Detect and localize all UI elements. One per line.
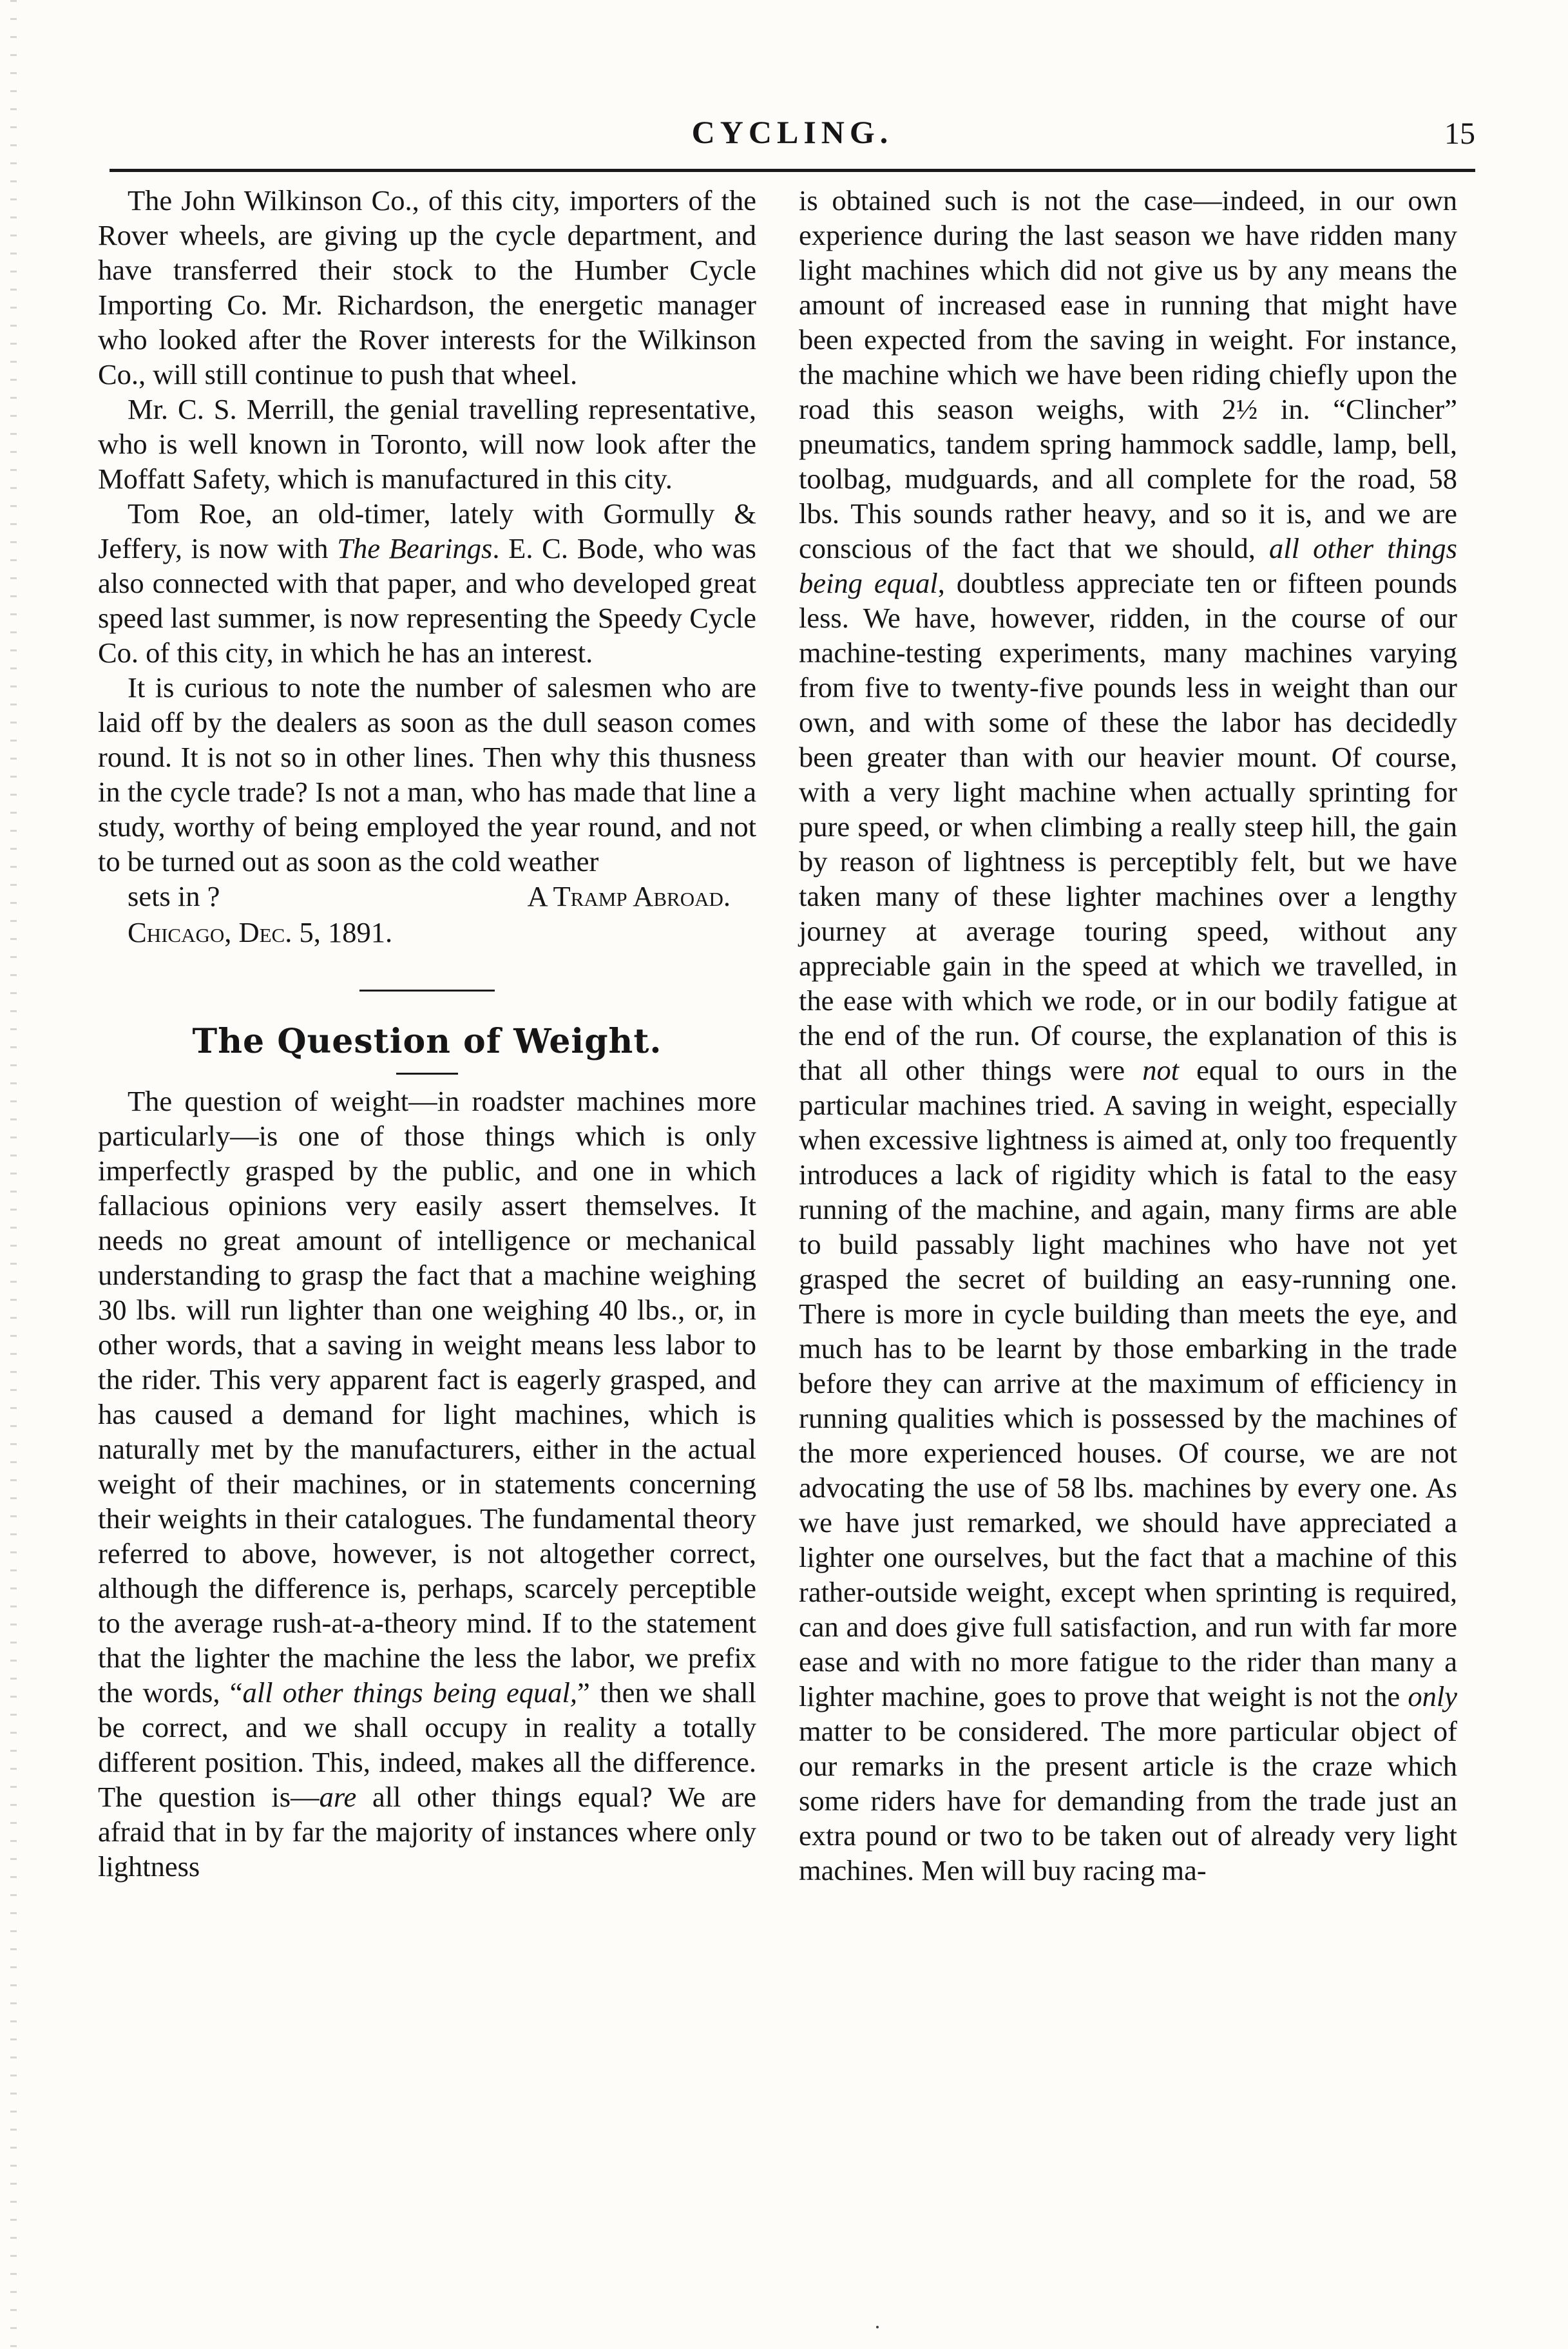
text-run: matter to be considered. The more particular object of our remarks in the present article is the craze which some riders have for demanding from the trade just an extra pound or two to be taken out of already very light machines. Men will buy racing ma- [799,1715,1457,1886]
signature: A Tramp Abroad. [527,880,731,912]
italic-phrase: all other things being equal, [242,1676,577,1709]
page-number: 15 [1444,117,1475,151]
title-underline [396,1073,458,1075]
scan-edge [10,0,17,2349]
paragraph-wilkinson: The John Wilkinson Co., of this city, importers of the Rover wheels, are giving up the cycle department, and have transferred their stock to the Humber Cycle Importing Co. Mr. Richardson, the energetic manager who looked after the Rover interests for the Wilkinson Co., will still continue to push that wheel. [98,184,756,390]
paragraph-merrill: Mr. C. S. Merrill, the genial travelling representative, who is well known in Toronto, will now look after the Moffatt Safety, which is manufactured in this city. [98,393,756,495]
dateline: Chicago, Dec. 5, 1891. [128,916,393,948]
text-run: The question of weight—in roadster machines more particularly—is one of those things which is only imperfectly grasped by the public, and one in which fallacious opinions very easily assert themselves. It needs no great amount of intelligence or mechanical understanding to grasp the fact that a machine weighing 30 lbs. will run lighter than one weighing 40 lbs., or, in other words, that a saving in weight means less labor to the rider. This very apparent fact is eagerly grasped, and has caused a demand for light machines, which is naturally met by the manufacturers, either in the actual weight of their machines, or in statements concerning their weights in their catalogues. The fundamental theory referred to above, however, is not altogether correct, although the difference is, perhaps, scarcely perceptible to the average rush-at-a-theory mind. If to the statement that the lighter the machine the less the labor, we prefix the words, “ [98,1085,756,1709]
right-column [799,183,1457,2322]
italic-title: The Bearings [337,532,493,564]
paragraph-roe [98,496,756,670]
section-divider [359,990,495,992]
italic-word: are [319,1781,357,1813]
italic-word: not [1142,1054,1180,1086]
text-run: . E. C. Bode, who was also connected with that paper, and who developed great speed last summer, is now representing the Speedy Cycle Co. of this city, in which he has an interest. [98,532,756,669]
paragraph-weight-continued [799,183,1457,1888]
text-run: Tom Roe, an old-timer, lately with Gormully & Jeffery, is now with [98,497,756,564]
page-header [110,113,1475,158]
text-run: equal to ours in the particular machines tried. A saving in weight, especially when excessive lightness is aimed at, only too frequently introduces a lack of rigidity which is fatal to the easy running of the machine, and again, many firms are able to build passably light machines who have not yet grasped the secret of building an easy-running one. There is more in cycle building than meets the eye, and much has to be learnt by those embarking in the trade before they can arrive at the maximum of efficiency in running qualities which is possessed by the machines of the more experienced houses. Of course, we are not advocating the use of 58 lbs. machines by every one. As we have just remarked, we should have appreciated a lighter one ourselves, but the fact that a machine of this rather-outside weight, except when sprinting is required, can and does give full satisfaction, and run with far more ease and with no more fatigue to the rider than many a lighter machine, goes to prove that weight is not the [799,1054,1457,1712]
header-rule [110,169,1475,172]
paragraph-salesmen-end: sets in ? [128,880,220,912]
text-run: ” then we shall be correct, and we shall occupy in reality a totally different position. This, indeed, makes all the difference. The question is— [98,1676,756,1813]
paragraph-salesmen: It is curious to note the number of salesmen who are laid off by the dealers as soon as the dull season comes round. It is not so in other lines. Then why this thusness in the cycle trade? Is not a man, who has made that line a study, worthy of being employed the year round, and not to be turned out as soon as the cold weather [98,671,756,877]
paragraph-weight [98,1084,756,1884]
signature-line [98,879,756,914]
text-run: all other things equal? We are afraid that in by far the majority of instances where only lightness [98,1781,756,1883]
running-title: CYCLING. [691,114,894,150]
text-run: is obtained such is not the case—indeed, in our own experience during the last season we have ridden many light machines which did not give us by any means the amount of increased ease in running that might have been expected from the saving in weight. For instance, the machine which we have been riding chiefly upon the road this season weighs, with 2½ in. “Clincher” pneumatics, tandem spring hammock saddle, lamp, bell, toolbag, mudguards, and all complete for the road, 58 lbs. This sounds rather heavy, and so it is, and we are conscious of the fact that we should, [799,184,1457,564]
italic-word: only [1408,1680,1457,1712]
text-run: , doubtless appreciate ten or fifteen pounds less. We have, however, ridden, in the course of our machine-testing experiments, many machines varying from five to twenty-five pounds less in weight than our own, and with some of these the labor has decidedly been greater than with our heavier mount. Of course, with a very light machine when actually sprinting for pure speed, or when climbing a really steep hill, the gain by reason of lightness is perceptibly felt, but we have taken many of these lighter machines over a lengthy journey at average touring speed, without any appreciable gain in the speed at which we travelled, in the ease with which we rode, or in our bodily fatigue at the end of the run. Of course, the explanation of this is that all other things were [799,567,1457,1086]
scan-speck [876,2326,879,2328]
section-title: The Question of Weight. [192,1022,662,1061]
italic-phrase: all other things being equal [799,532,1457,599]
left-column [98,183,756,2322]
